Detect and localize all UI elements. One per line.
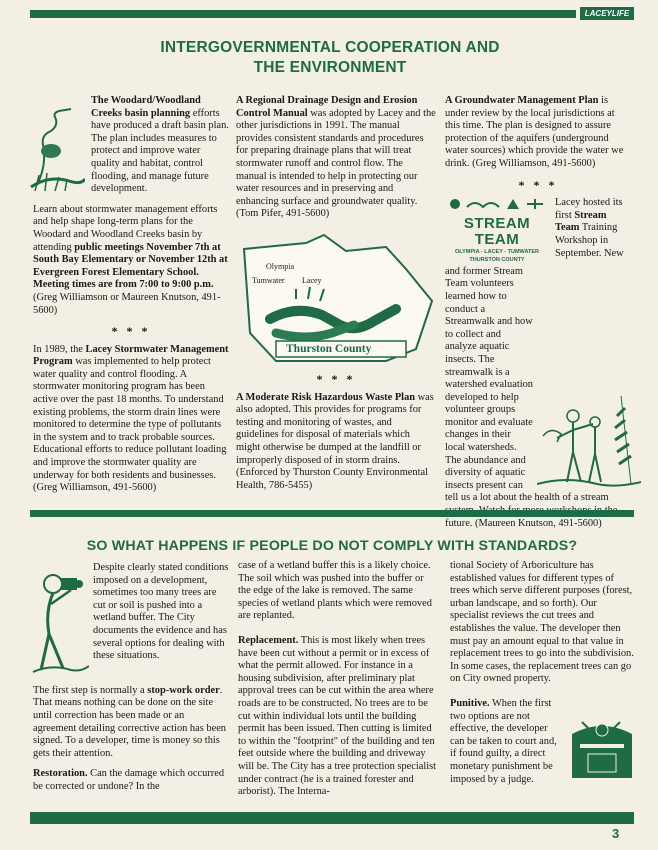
stop-work-text-2: . That means nothing can be done on the site until correction has been made or an agreement detailing corrective action has been signed. To a developer, time is money so this gets their attention. xyxy=(33,684,226,759)
wetland-case-text: case of a wetland buffer this is a likely choice. The soil which was pushed into the buffer or the edge of the lake is removed. The same species of wetland plants which were removed are replanted. xyxy=(238,560,432,622)
noncompliance-intro-text: Despite clearly stated conditions imposed on a development, sometimes too many trees are cut or soil is pushed into a wetland buffer. The City documents the evidence and has several options for dealing with these situations. xyxy=(93,562,229,662)
bottom-column-3 xyxy=(450,560,636,794)
wetland-case-paragraph xyxy=(238,560,438,623)
thurston-county-map xyxy=(236,229,436,369)
stream-team-text-1: Lacey hosted its first xyxy=(555,197,623,221)
punitive-bold: Punitive. xyxy=(450,697,490,709)
page-number: 3 xyxy=(612,826,620,841)
heron-icon xyxy=(29,95,85,195)
stop-work-paragraph xyxy=(33,681,229,761)
stream-volunteers-icon xyxy=(537,386,641,490)
arboriculture-paragraph xyxy=(450,560,636,686)
punitive-text: When the first two options are not effective, the developer can be taken to court and, if found guilty, a direct monetary punishment be imposed by a judge. xyxy=(450,697,557,785)
footer-bar xyxy=(30,812,634,824)
meetings-bold: public meetings November 7th at South Bay Elementary or November 12th at Evergreen Forest Elementary School. Meeting times are from 7:00 to 9:00 p.m. xyxy=(33,241,228,291)
map-label-tumwater: Tumwater xyxy=(252,275,285,285)
replacement-bold: Replacement. xyxy=(238,634,299,646)
meetings-text-2: (Greg Williamson or Maureen Knutson, 491-5600) xyxy=(33,291,221,316)
arboriculture-text: tional Society of Arboriculture has established values for different types of trees which serve different purposes (forest, urban landscape, and so forth). Our specialist reviews the cut trees and establishes the value. The developer then must pay an amount equal to that value in replacement trees to go into the subdivision. In some cases, the replacement trees can go on City owned property. xyxy=(450,560,634,685)
drainage-manual-paragraph xyxy=(236,95,436,221)
restoration-bold: Restoration. xyxy=(33,768,88,780)
groundwater-text: is under review by the local jurisdictions at this time. The plan is designed to assure protection of the aquifers (underground water sources) which provide the water we drink. (Greg Williamson, 491-5600) xyxy=(445,95,624,169)
separator: * * * xyxy=(316,371,356,386)
bottom-section-title: SO WHAT HAPPENS IF PEOPLE DO NOT COMPLY WITH STANDARDS? xyxy=(86,538,578,554)
top-column-3 xyxy=(445,95,631,538)
public-meetings-paragraph xyxy=(33,204,229,317)
bottom-column-2 xyxy=(238,560,438,807)
top-title-line1: INTERGOVERNMENTAL COOPERATION AND xyxy=(160,39,500,56)
top-column-1 xyxy=(33,95,229,503)
groundwater-bold: A Groundwater Management Plan xyxy=(445,95,599,106)
drainage-manual-bold: A Regional Drainage Design and Erosion Control Manual xyxy=(236,95,418,119)
courtroom-illustration xyxy=(564,714,640,784)
restoration-text: Can the damage which occurred be corrected or undone? In the xyxy=(33,768,225,792)
stream-team-sub2: THURSTON COUNTY xyxy=(469,256,525,263)
stream-team-logo xyxy=(445,197,549,264)
stream-team-bold: Stream Team xyxy=(555,209,607,234)
separator: * * * xyxy=(518,177,558,192)
stormwater-text-1: In 1989, the xyxy=(33,343,86,355)
stormwater-bold: Lacey Stormwater Management Program xyxy=(33,343,229,368)
photographer-illustration xyxy=(31,564,89,676)
stream-team-text-2: Training Workshop in September. New and former Stream Team volunteers learned how to conduct a Streamwalk and how to collect and analyze aquatic insects. The streamwalk is a watershed evaluation developed to help volunteer groups monitor and evaluate changes in their local watersheds. The abundance and diversity of aquatic insects present can tell us a lot about the health of a stream future. (Maureen Knutson, 491-5600) xyxy=(445,222,624,529)
stop-work-bold: stop-work order xyxy=(147,684,220,696)
basin-planning-text: efforts have produced a draft basin plan. The plan includes measures to protect and improve water quality and habitat, control flooding, and manage future development. xyxy=(91,107,229,195)
meetings-text-1: Learn about stormwater management efforts and help shape long-term plans for the Woodard and Woodland Creeks basin by attending xyxy=(33,203,218,253)
top-column-2 xyxy=(236,95,436,500)
bottom-column-1 xyxy=(33,562,229,802)
stream-team-title: STREAM TEAM xyxy=(463,214,531,248)
separator: * * * xyxy=(111,324,151,339)
brand-label: LACEYLIFE xyxy=(580,7,634,20)
photographer-icon xyxy=(31,564,89,676)
stream-team-sub1: OLYMPIA - LACEY - TUMWATER xyxy=(454,248,540,255)
hazardous-waste-bold: A Moderate Risk Hazardous Waste Plan xyxy=(236,391,416,403)
drainage-manual-text: was adopted by Lacey and the other jurisdictions in 1991. The manual provides consistent standards and procedures for preparing drainage plans that will treat stormwater runoff and control flow. The manual is intended to help in protecting our water resources and in preserving and enhancing surface and groundwater quality. (Tom Pifer, 491-5600) xyxy=(236,107,436,220)
volunteers-illustration xyxy=(537,386,641,490)
groundwater-paragraph xyxy=(445,95,631,171)
top-title-line2: THE ENVIRONMENT xyxy=(253,59,407,76)
replacement-text: This is most likely when trees have been cut without a permit or in excess of what the permit allowed. For instance in a housing subdivision, after preliminary plat approval trees can be cut within the area where roads are to be constructed. No trees are to be cut within individual lots until the building permit has been issued. Then cutting is limited to within the "footprint" of the building and ten feet outside where the building and driveway will be. The City has a tree protection specialist under contract (he is a trained forester and arborist). The Interna- xyxy=(238,634,437,798)
stormwater-program-paragraph xyxy=(33,344,229,495)
stormwater-text-2: was implemented to help protect water quality and control flooding. A stormwater monitoring program has been active over the past 18 months. To understand existing problems, the storm drain lines were monitored to determine the type of pollutants in the system and to track probable sources. Educational efforts to reduce pollutant loading and improve the stormwater quality are underway for both residents and businesses. (Greg Williamson, 491-5600) xyxy=(33,356,227,494)
restoration-paragraph xyxy=(33,768,229,793)
header-bar xyxy=(30,10,576,18)
hazardous-waste-text: was also adopted. This provides for programs for testing and monitoring of wastes, and guidelines for disposal of materials which might otherwise be dumped at the landfill or improperly disposed of in storm drains. (Enforced by Thurston County Environmental Health, 786-5455) xyxy=(236,391,434,491)
map-label-olympia: Olympia xyxy=(266,261,294,271)
section-divider-bar xyxy=(30,510,634,517)
hazardous-waste-paragraph xyxy=(236,392,436,493)
stream-team-emblem-icon xyxy=(445,197,549,211)
map-label-county: Thurston County xyxy=(286,342,372,355)
basin-planning-bold: The Woodard/Woodland Creeks basin planning xyxy=(91,95,201,119)
wetland-bird-illustration xyxy=(29,95,85,195)
replacement-paragraph xyxy=(238,635,438,799)
judge-bench-icon xyxy=(564,714,640,784)
map-label-lacey: Lacey xyxy=(302,275,322,285)
top-section-title xyxy=(60,38,600,78)
stop-work-text-1: The first step is normally a xyxy=(33,684,148,696)
